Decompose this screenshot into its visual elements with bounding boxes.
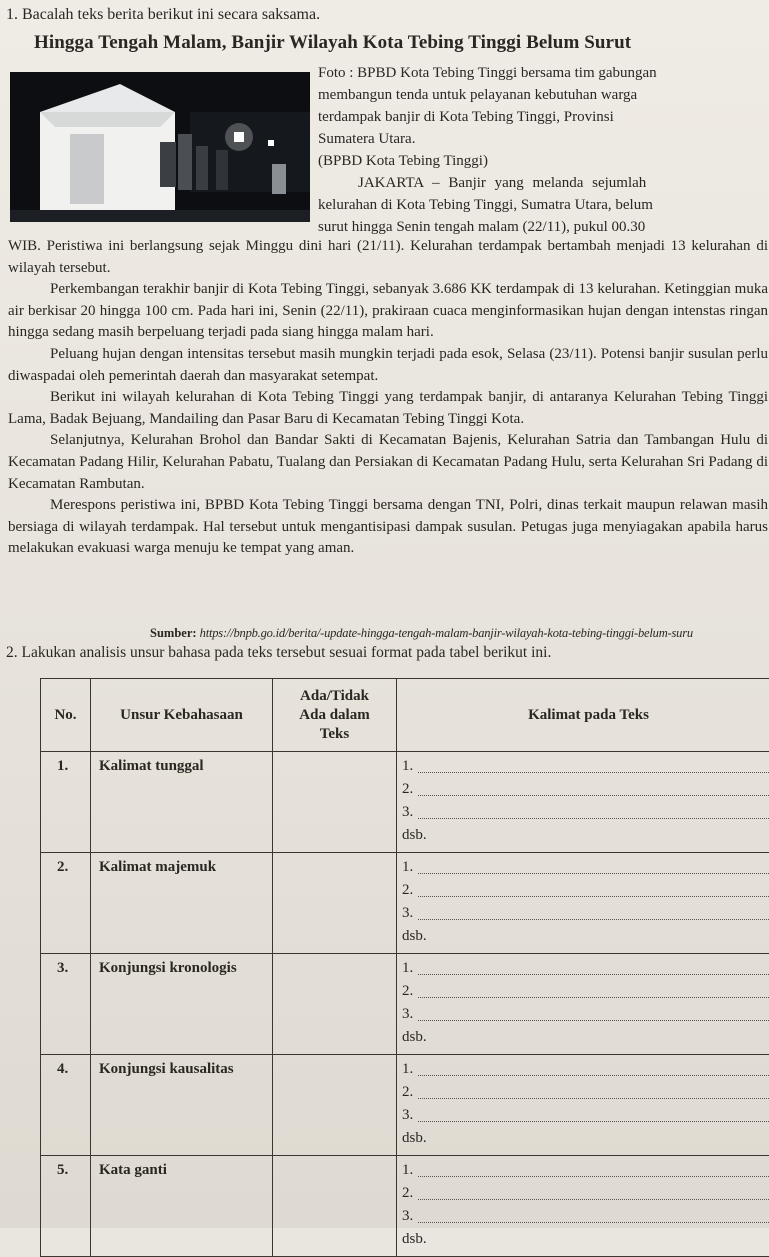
answer-line-label: dsb.	[402, 1029, 427, 1045]
header-ada-line: Ada/Tidak	[274, 687, 395, 706]
ada-answer-cell[interactable]	[273, 853, 397, 954]
photo-caption-credit: (BPBD Kota Tebing Tinggi)	[318, 150, 488, 172]
header-unsur: Unsur Kebahasaan	[91, 679, 273, 752]
news-paragraph: Berikut ini wilayah kelurahan di Kota Tebing Tinggi yang terdampak banjir, di antaranya Kelurahan Tebing Tinggi Lama, Badak Bejuang, Mandailing dan Pasar Baru di Kecamatan Tebing Tinggi Kota.	[8, 387, 768, 430]
answer-line-label: dsb.	[402, 1231, 427, 1247]
answer-line-label: 2.	[402, 983, 413, 999]
answer-lines	[398, 955, 769, 1049]
dotted-answer-rule	[418, 974, 769, 975]
kalimat-answer-cell	[397, 954, 769, 1055]
answer-line-label: 1.	[402, 1162, 413, 1178]
answer-line[interactable]	[402, 1081, 769, 1104]
answer-line-label: 3.	[402, 905, 413, 921]
answer-line[interactable]	[402, 879, 769, 902]
dotted-answer-rule	[418, 1020, 769, 1021]
news-paragraph: Perkembangan terakhir banjir di Kota Tebing Tinggi, sebanyak 3.686 KK terdampak di 13 kelurahan. Ketinggian muka air berkisar 20 hingga 100 cm. Pada hari ini, Senin (22/11), prakiraan cuaca menginformasikan hujan dengan intenstas ringan hingga sedang masih berpeluang terjadi pada siang hingga malam hari.	[8, 279, 768, 344]
answer-line-label: 1.	[402, 960, 413, 976]
ada-answer-cell[interactable]	[273, 1055, 397, 1156]
news-paragraph: Merespons peristiwa ini, BPBD Kota Tebing Tinggi bersama dengan TNI, Polri, dinas terkait maupun relawan masih bersiaga di wilayah terdampak. Hal tersebut untuk mengantisipasi dampak susulan. Petugas juga menyiagakan apabila harus melakukan evakuasi warga menuju ke tempat yang aman.	[8, 495, 768, 560]
row-number: 1.	[41, 752, 91, 853]
answer-line[interactable]	[402, 856, 769, 879]
answer-line-label: 1.	[402, 1061, 413, 1077]
header-ada-line: Ada dalam	[274, 706, 395, 725]
dotted-answer-rule	[418, 997, 769, 998]
answer-line[interactable]	[402, 1003, 769, 1026]
source-label: Sumber:	[150, 626, 197, 640]
row-number: 3.	[41, 954, 91, 1055]
answer-line-label: 3.	[402, 1208, 413, 1224]
answer-line[interactable]	[402, 1058, 769, 1081]
row-number: 5.	[41, 1156, 91, 1257]
answer-line-label: 3.	[402, 1107, 413, 1123]
row-unsur: Kalimat majemuk	[91, 853, 273, 954]
header-ada-line: Teks	[274, 725, 395, 744]
dotted-answer-rule	[418, 818, 769, 819]
dotted-answer-rule	[418, 919, 769, 920]
lead-line: JAKARTA – Banjir yang melanda sejumlah	[358, 172, 646, 194]
flood-tent-photo-icon	[10, 72, 310, 222]
answer-line[interactable]	[402, 925, 769, 948]
answer-lines	[398, 753, 769, 847]
news-paragraph: Peluang hujan dengan intensitas tersebut masih mungkin terjadi pada esok, Selasa (23/11). Potensi banjir susulan perlu diwaspadai oleh pemerintah daerah dan masyarakat setempat.	[8, 344, 768, 387]
answer-line[interactable]	[402, 1026, 769, 1049]
source-citation	[150, 626, 693, 641]
answer-line[interactable]	[402, 1104, 769, 1127]
answer-line[interactable]	[402, 1159, 769, 1182]
answer-line-label: 2.	[402, 781, 413, 797]
answer-line[interactable]	[402, 1205, 769, 1228]
table-row	[41, 853, 769, 954]
question-1-label: 1. Bacalah teks berita berikut ini secara saksama.	[6, 6, 320, 24]
dotted-answer-rule	[418, 1098, 769, 1099]
answer-line[interactable]	[402, 902, 769, 925]
news-body	[8, 236, 768, 560]
question-2-label: 2. Lakukan analisis unsur bahasa pada teks tersebut sesuai format pada tabel berikut ini.	[6, 644, 551, 662]
dotted-answer-rule	[418, 772, 769, 773]
kalimat-answer-cell	[397, 752, 769, 853]
source-url: https://bnpb.go.id/berita/-update-hingga-tengah-malam-banjir-wilayah-kota-tebing-tinggi-belum-suru	[200, 626, 693, 640]
news-paragraph: Selanjutnya, Kelurahan Brohol dan Bandar Sakti di Kecamatan Bajenis, Kelurahan Satria dan Tambangan Hulu di Kecamatan Padang Hilir, Kelurahan Pabatu, Tualang dan Persiakan di Kecamatan Padang Hulu, serta Kelurahan Sri Padang di Kecamatan Rambutan.	[8, 430, 768, 495]
dotted-answer-rule	[418, 896, 769, 897]
answer-line-label: dsb.	[402, 827, 427, 843]
table-row	[41, 752, 769, 853]
answer-line-label: 2.	[402, 882, 413, 898]
row-unsur: Konjungsi kausalitas	[91, 1055, 273, 1156]
answer-line[interactable]	[402, 801, 769, 824]
row-unsur: Konjungsi kronologis	[91, 954, 273, 1055]
answer-line[interactable]	[402, 980, 769, 1003]
dotted-answer-rule	[418, 873, 769, 874]
answer-line-label: 3.	[402, 1006, 413, 1022]
ada-answer-cell[interactable]	[273, 1156, 397, 1257]
table-row	[41, 1156, 769, 1257]
header-kalimat: Kalimat pada Teks	[397, 679, 769, 752]
row-unsur: Kalimat tunggal	[91, 752, 273, 853]
table-row	[41, 1055, 769, 1156]
answer-line[interactable]	[402, 1228, 769, 1251]
answer-line[interactable]	[402, 1127, 769, 1150]
photo-caption-line: terdampak banjir di Kota Tebing Tinggi, Provinsi	[318, 106, 614, 128]
photo-caption-line: Sumatera Utara.	[318, 128, 415, 150]
answer-line-label: 1.	[402, 859, 413, 875]
answer-line-label: dsb.	[402, 928, 427, 944]
row-number: 4.	[41, 1055, 91, 1156]
answer-line[interactable]	[402, 824, 769, 847]
dotted-answer-rule	[418, 1121, 769, 1122]
ada-answer-cell[interactable]	[273, 752, 397, 853]
kalimat-answer-cell	[397, 1156, 769, 1257]
dotted-answer-rule	[418, 795, 769, 796]
ada-answer-cell[interactable]	[273, 954, 397, 1055]
answer-line-label: 1.	[402, 758, 413, 774]
table-header-row	[41, 679, 769, 752]
answer-lines	[398, 1056, 769, 1150]
answer-lines	[398, 854, 769, 948]
photo-caption-line: Foto : BPBD Kota Tebing Tinggi bersama tim gabungan	[318, 62, 657, 84]
table-row	[41, 954, 769, 1055]
news-photo	[10, 72, 310, 222]
dotted-answer-rule	[418, 1075, 769, 1076]
lead-line: surut hingga Senin tengah malam (22/11), pukul 00.30	[318, 216, 645, 238]
answer-line[interactable]	[402, 957, 769, 980]
header-no: No.	[41, 679, 91, 752]
lead-line: kelurahan di Kota Tebing Tinggi, Sumatra Utara, belum	[318, 194, 653, 216]
dotted-answer-rule	[418, 1222, 769, 1223]
answer-line-label: 2.	[402, 1084, 413, 1100]
news-paragraph: WIB. Peristiwa ini berlangsung sejak Minggu dini hari (21/11). Kelurahan terdampak bertambah menjadi 13 kelurahan di wilayah tersebut.	[8, 236, 768, 279]
analysis-table	[40, 678, 769, 1257]
answer-line-label: dsb.	[402, 1130, 427, 1146]
dotted-answer-rule	[418, 1176, 769, 1177]
answer-line-label: 3.	[402, 804, 413, 820]
header-ada	[273, 679, 397, 752]
row-number: 2.	[41, 853, 91, 954]
answer-line[interactable]	[402, 1182, 769, 1205]
row-unsur: Kata ganti	[91, 1156, 273, 1257]
kalimat-answer-cell	[397, 1055, 769, 1156]
dotted-answer-rule	[418, 1199, 769, 1200]
answer-lines	[398, 1157, 769, 1251]
news-title: Hingga Tengah Malam, Banjir Wilayah Kota Tebing Tinggi Belum Surut	[34, 32, 631, 54]
answer-line[interactable]	[402, 778, 769, 801]
photo-caption-line: membangun tenda untuk pelayanan kebutuhan warga	[318, 84, 637, 106]
answer-line-label: 2.	[402, 1185, 413, 1201]
kalimat-answer-cell	[397, 853, 769, 954]
answer-line[interactable]	[402, 755, 769, 778]
